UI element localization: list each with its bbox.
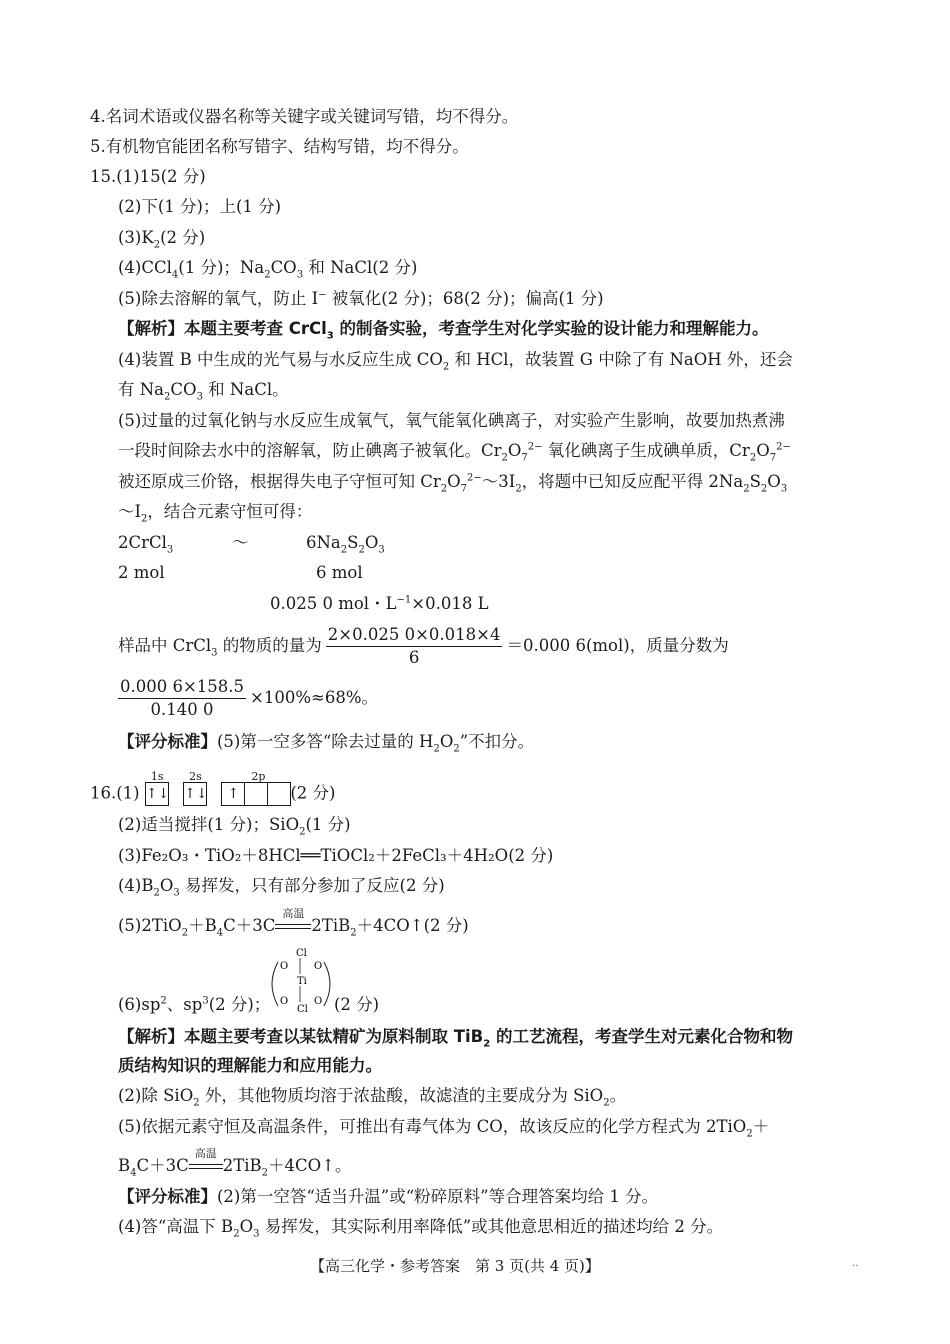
b16-5-f: ＋4CO↑。 — [268, 1156, 352, 1175]
orbital-box: ↑↓ — [183, 782, 207, 806]
b16-2-c: 。 — [609, 1086, 627, 1105]
page-footer — [310, 1255, 600, 1277]
calc-fraction — [326, 625, 503, 668]
analysis-16-1 — [118, 1026, 793, 1048]
sup: 2− — [467, 472, 482, 484]
ring-left — [272, 962, 278, 1006]
orbital-2p — [221, 770, 290, 806]
b16-5-a: (5)依据元素守恒及高温条件，可推出有毒气体为 CO，故该反应的化学方程式为 2TiO — [118, 1117, 747, 1136]
orbital-2p-label: 2p — [251, 770, 266, 783]
calc2-c: ×100%≈68%。 — [250, 688, 379, 707]
b16-5-b: ＋ — [752, 1117, 770, 1136]
note-4-text: 4.名词术语或仪器名称等关键字或关键词写错，均不得分。 — [90, 107, 519, 126]
a15-5-h: ～3I — [481, 472, 516, 491]
relation-na2s2o3 — [306, 532, 385, 554]
orbital-1s — [145, 770, 170, 806]
q16-5-c: C＋3C — [223, 916, 276, 935]
q15-4-a: (4)CCl — [118, 258, 172, 277]
calc-b: 的物质的量为 — [217, 636, 322, 655]
q16-1-a: (1) — [116, 783, 140, 803]
a15-5-m: ，结合元素守恒可得： — [147, 502, 313, 521]
sub: 2 — [760, 483, 768, 495]
q15-5 — [118, 288, 604, 310]
scoring-tag: 【评分标准】 — [118, 1187, 217, 1206]
sub: 2 — [164, 391, 171, 403]
analysis-tag: 【解析】 — [118, 319, 184, 338]
calc-a: 样品中 CrCl — [118, 636, 212, 655]
scoring-16-1 — [118, 1186, 658, 1208]
q15-4-d: 和 NaCl(2 分) — [303, 258, 418, 277]
a15-5-d: 氧化碘离子生成碘单质，Cr — [542, 441, 750, 460]
sub: 2 — [350, 927, 357, 939]
q16-1-b: (2 分) — [290, 783, 336, 803]
b16-2-a: (2)除 SiO — [118, 1086, 194, 1105]
sub: 3 — [326, 330, 334, 342]
relation-c: 6Na — [306, 533, 341, 552]
footer-mark — [852, 1256, 858, 1278]
struct-cl-bottom: Cl — [297, 1004, 308, 1015]
q15-2-text: (2)下(1 分)；上(1 分) — [118, 197, 282, 216]
sub: 2 — [749, 452, 757, 464]
sub: 2 — [501, 452, 508, 464]
q15-4-b: (1 分)；Na — [178, 258, 265, 277]
sub: 2 — [233, 1228, 240, 1240]
calc2-numerator: 0.000 6×158.5 — [118, 677, 246, 699]
calc2-denominator: 0.140 0 — [150, 700, 214, 719]
sub: 2 — [743, 483, 750, 495]
sub: 2 — [299, 826, 306, 838]
q16-6-b: 、sp — [166, 995, 203, 1014]
sub: 2 — [358, 544, 365, 556]
q15-5-b: 被氧化(2 分)；68(2 分)；偏高(1 分) — [326, 289, 604, 308]
q16-6-score — [334, 994, 379, 1016]
relation-mol-1 — [118, 562, 165, 584]
a15-5-i: ，将题中已知反应配平得 2Na — [521, 472, 744, 491]
sup: − — [318, 289, 327, 301]
q16-6-d: (2 分) — [334, 995, 380, 1014]
scoring-16-b: (4)答“高温下 B — [118, 1217, 234, 1236]
q16-4 — [118, 875, 445, 897]
analysis-15-a: 本题主要考查 CrCl — [184, 319, 327, 338]
reaction-arrow — [275, 907, 311, 937]
a15-5-line3 — [118, 471, 787, 493]
sub: 2 — [153, 239, 161, 251]
relation-d: S — [347, 533, 359, 552]
sub: 2 — [746, 1128, 753, 1140]
calc2-line — [114, 674, 378, 722]
q15-5-a: (5)除去溶解的氧气，防止 I — [118, 289, 319, 308]
relation-b: ～ — [232, 533, 249, 552]
struct-cl-top: Cl — [296, 948, 307, 959]
b16-5-line1 — [118, 1116, 769, 1138]
a15-5-line4 — [118, 501, 312, 523]
q16-5 — [118, 907, 469, 939]
scoring-tag: 【评分标准】 — [118, 732, 217, 751]
struct-o-3: O — [280, 996, 289, 1007]
relation-conc-a: 0.025 0 mol・L — [270, 594, 397, 613]
a15-4-b: 和 HCl，故装置 G 中除了有 NaOH 外，还会 — [449, 350, 793, 369]
reaction-arrow — [189, 1147, 223, 1177]
sub: 3 — [780, 483, 788, 495]
b16-5-line2 — [118, 1147, 352, 1179]
q15-1-text: (1)15(2 分) — [116, 167, 206, 186]
a15-5-f: 被还原成三价铬，根据得失电子守恒可知 Cr — [118, 472, 441, 491]
sub: 2 — [433, 743, 440, 755]
relation-a: 2CrCl — [118, 533, 167, 552]
relation-e: O — [364, 533, 379, 552]
a15-5-j: S — [749, 472, 761, 491]
q16-6-a: (6)sp — [118, 995, 161, 1014]
relation-conc — [270, 593, 489, 615]
scoring-15-c: ”不扣分。 — [459, 732, 535, 751]
analysis-tag: 【解析】 — [118, 1027, 184, 1046]
a15-5-line1 — [118, 410, 785, 432]
reaction-condition: 高温 — [282, 907, 305, 920]
orbital-box — [267, 782, 291, 806]
struct-o-2: O — [314, 961, 323, 972]
sub: 7 — [769, 452, 777, 464]
sup: 2− — [527, 441, 543, 453]
ring-right — [324, 962, 330, 1006]
calc-denominator: 6 — [408, 648, 420, 667]
q16-4-c: 易挥发，只有部分参加了反应(2 分) — [179, 876, 445, 895]
scoring-16-2 — [118, 1216, 723, 1238]
analysis-15 — [118, 318, 768, 340]
relation-tilde — [232, 532, 249, 554]
ti-complex-structure — [262, 944, 342, 1016]
relation-crcl3 — [118, 532, 173, 554]
analysis-16-a: 本题主要考查以某钛精矿为原料制取 TiB — [184, 1027, 484, 1046]
reaction-condition: 高温 — [194, 1147, 217, 1160]
q16-6-c: (2 分)； — [208, 995, 271, 1014]
analysis-16-2 — [118, 1055, 382, 1077]
a15-4-e: 和 NaCl。 — [202, 380, 289, 399]
relation-mol-2-text: 6 mol — [316, 563, 363, 582]
sub: 2 — [483, 1038, 491, 1050]
note-5-text: 5.有机物官能团名称写错字、结构写错，均不得分。 — [90, 137, 469, 156]
scoring-16-c: O — [239, 1217, 254, 1236]
sub: 4 — [130, 1167, 137, 1179]
scoring-15-a: (5)第一空多答“除去过量的 H — [217, 732, 434, 751]
q16-3-text: (3)Fe₂O₃・TiO₂＋8HCl══TiOCl₂＋2FeCl₃＋4H₂O(2 分) — [118, 846, 554, 865]
sub: 2 — [193, 1097, 200, 1109]
sub: 2 — [442, 361, 450, 373]
b16-5-e: 2TiB — [222, 1156, 262, 1175]
sub: 3 — [166, 544, 174, 556]
calc-line — [118, 622, 729, 670]
calc2-fraction — [118, 677, 246, 720]
orbital-2s — [183, 770, 208, 806]
q16-5-b: ＋B — [188, 916, 217, 935]
analysis-16-b: 的工艺流程，考查学生对元素化合物和物 — [490, 1027, 793, 1046]
b16-2-b: 外，其他物质均溶于浓盐酸，故滤渣的主要成分为 SiO — [199, 1086, 604, 1105]
relation-conc-b: ×0.018 L — [411, 594, 489, 613]
a15-4-line1 — [118, 349, 793, 371]
b16-2 — [118, 1085, 626, 1107]
q16-6 — [118, 994, 270, 1016]
footer-mark-text: ·· — [852, 1261, 859, 1272]
note-5 — [90, 136, 469, 158]
orbital-2s-label: 2s — [189, 770, 202, 783]
a15-5-line2 — [118, 440, 791, 462]
a15-5-k: O — [767, 472, 781, 491]
a15-4-line2 — [118, 379, 289, 401]
a15-5-a: (5)过量的过氧化钠与水反应生成氧气，氧气能氧化碘离子，对实验产生影响，故要加热煮沸 — [118, 411, 785, 430]
sub: 2 — [515, 483, 522, 495]
a15-5-b: 一段时间除去水中的溶解氧，防止碘离子被氧化。Cr — [118, 441, 502, 460]
q16-2-b: (1 分) — [305, 815, 351, 834]
struct-o-1: O — [280, 961, 289, 972]
scoring-15-b: O — [439, 732, 454, 751]
q16-4-b: O — [159, 876, 174, 895]
analysis-15-b: 的制备实验，考查学生对化学实验的设计能力和理解能力。 — [333, 319, 769, 338]
a15-4-c: 有 Na — [118, 380, 165, 399]
sub: 2 — [261, 1167, 269, 1179]
orbital-1s-label: 1s — [150, 770, 164, 783]
sub: 2 — [181, 927, 189, 939]
q16-3 — [118, 845, 553, 867]
a15-5-e: O — [756, 441, 770, 460]
sub: 3 — [296, 269, 304, 281]
b16-5-d: C＋3C — [136, 1156, 189, 1175]
sub: 2 — [603, 1097, 610, 1109]
q16-2-a: (2)适当搅拌(1 分)；SiO — [118, 815, 300, 834]
struct-o-4: O — [314, 996, 323, 1007]
struct-ti: Ti — [297, 976, 307, 987]
a15-4-a: (4)装置 B 中生成的光气易与水反应生成 CO — [118, 350, 443, 369]
q16-5-d: 2TiB — [311, 916, 351, 935]
scoring-16-a: (2)第一空答“适当升温”或“粉碎原料”等合理答案均给 1 分。 — [217, 1187, 659, 1206]
q16-4-a: (4)B — [118, 876, 154, 895]
scoring-15 — [118, 731, 534, 753]
sub: 4 — [171, 269, 179, 281]
sub: 2 — [141, 513, 148, 525]
sub: 3 — [196, 391, 203, 403]
sub: 3 — [253, 1228, 260, 1240]
q16-label: 16. — [90, 783, 117, 803]
q15-label: 15. — [90, 167, 117, 186]
q16-1 — [90, 770, 336, 806]
sub: 2 — [264, 269, 271, 281]
q15-3-b: (2 分) — [160, 228, 206, 247]
q15-1 — [90, 166, 206, 188]
calc-c: ＝0.000 6(mol)，质量分数为 — [506, 636, 729, 655]
q16-2 — [118, 814, 351, 836]
orbital-box: ↑ — [221, 782, 245, 806]
a15-5-l: ～I — [118, 502, 142, 521]
a15-5-g: O — [447, 472, 461, 491]
sub: 2 — [340, 544, 348, 556]
sub: 7 — [460, 483, 468, 495]
sub: 2 — [440, 483, 448, 495]
q15-3 — [118, 227, 205, 249]
sub: 3 — [211, 647, 218, 659]
calc-numerator: 2×0.025 0×0.018×4 — [326, 625, 503, 647]
note-4 — [90, 106, 518, 128]
q16-5-a: (5)2TiO — [118, 916, 182, 935]
footer-text: 【高三化学・参考答案 第 3 页(共 4 页)】 — [310, 1257, 600, 1275]
analysis-16-c: 质结构知识的理解能力和应用能力。 — [118, 1056, 382, 1075]
q15-3-a: (3)K — [118, 228, 154, 247]
sup: 2− — [776, 441, 791, 453]
sub: 4 — [216, 927, 224, 939]
a15-5-c: O — [507, 441, 522, 460]
scoring-16-d: 易挥发，其实际利用率降低”或其他意思相近的描述均给 2 分。 — [259, 1217, 724, 1236]
q16-5-e: ＋4CO↑(2 分) — [356, 916, 469, 935]
relation-mol-1-text: 2 mol — [118, 563, 165, 582]
sub: 3 — [173, 887, 180, 899]
sup: 2 — [160, 995, 167, 1007]
sup: −1 — [396, 594, 412, 606]
q15-2 — [118, 196, 281, 218]
relation-mol-2 — [316, 562, 363, 584]
q15-4-c: CO — [270, 258, 297, 277]
sub: 7 — [521, 452, 528, 464]
sub: 2 — [153, 887, 160, 899]
orbital-box: ↑↓ — [145, 782, 169, 806]
b16-5-c: B — [118, 1156, 131, 1175]
a15-4-d: CO — [170, 380, 197, 399]
sub: 3 — [378, 544, 385, 556]
sub: 2 — [453, 743, 460, 755]
sup: 3 — [202, 995, 209, 1007]
q15-4 — [118, 257, 417, 279]
